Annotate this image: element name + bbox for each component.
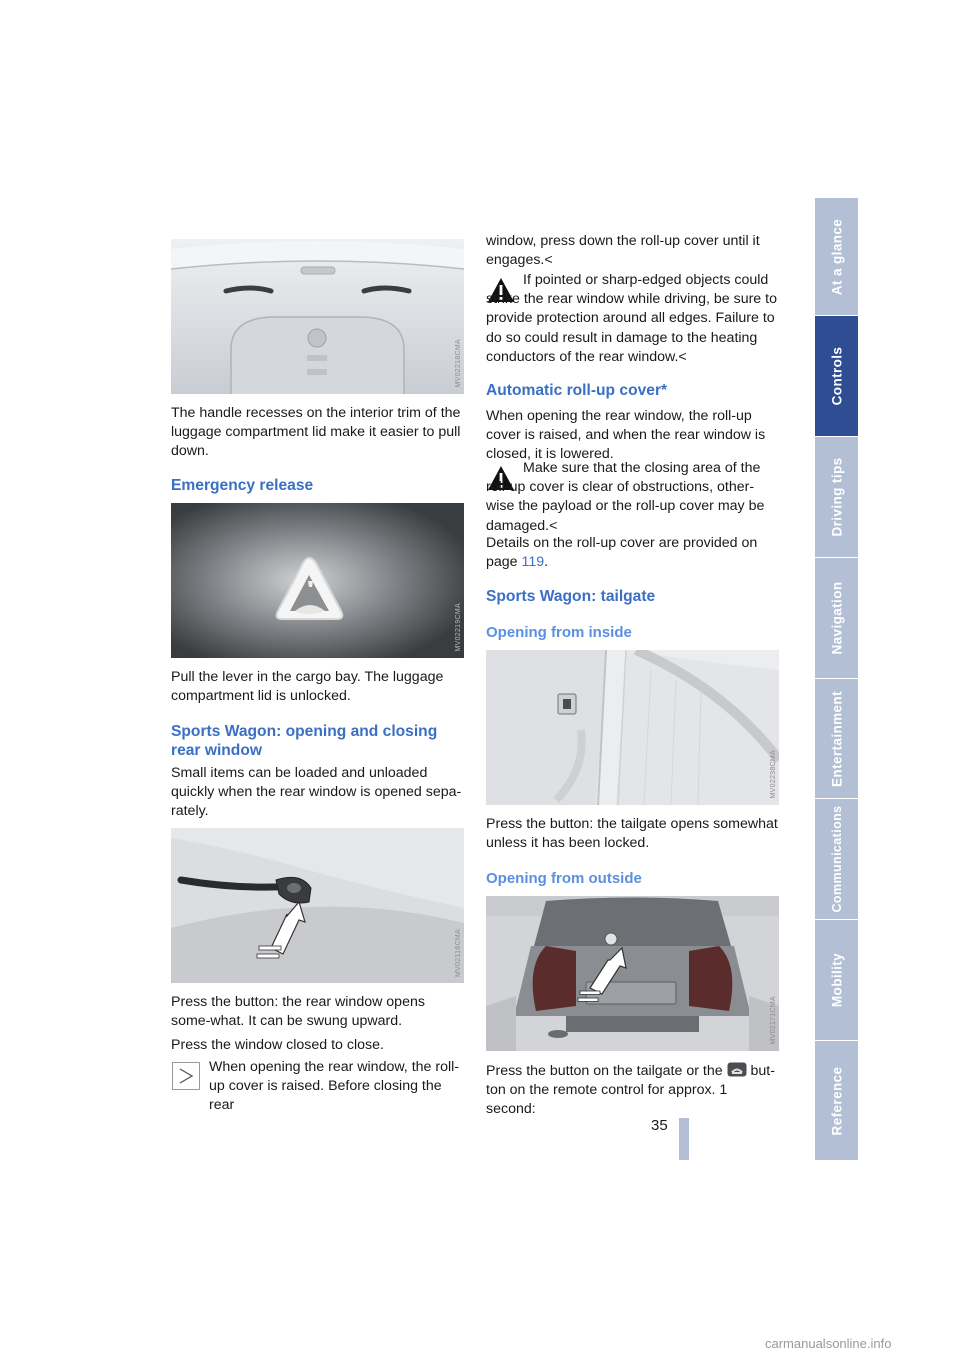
tab-communications[interactable]: Communications <box>815 799 858 920</box>
tailgate-inside-illustration <box>486 650 779 805</box>
note-icon <box>172 1062 200 1090</box>
tab-entertainment[interactable]: Entertainment <box>815 679 858 799</box>
rear-window-button-illustration <box>171 828 464 983</box>
figure-code: MV02219CMA <box>455 603 462 652</box>
sports-wagon-tailgate-heading: Sports Wagon: tailgate <box>486 588 656 605</box>
tab-controls[interactable]: Controls <box>815 316 858 437</box>
automatic-rollup-text: When opening the rear window, the roll-up cover is raised, and when the rear window is closed, it is lowered. <box>486 408 766 463</box>
figure-tailgate-outside <box>486 896 779 1051</box>
note-rollup-text: When opening the rear window, the roll-up cover is raised. Before closing the rear <box>209 1059 459 1114</box>
opening-from-outside-text: Press the button on the tailgate or the but-ton on the remote control for approx. 1 second: <box>486 1063 775 1118</box>
handle-recesses-text: The handle recesses on the interior trim of the luggage compartment lid make it easier to pull down. <box>171 405 461 460</box>
lid-interior-illustration <box>171 239 464 394</box>
rear-window-press-text: Press the button: the rear window opens some-what. It can be swung upward. <box>171 994 425 1030</box>
figure-lid-interior <box>171 239 464 394</box>
page-119-link[interactable]: 119 <box>521 554 545 571</box>
tab-at-a-glance[interactable]: At a glance <box>815 198 858 316</box>
remote-tailgate-button-icon <box>727 1062 747 1077</box>
tab-mobility[interactable]: Mobility <box>815 920 858 1041</box>
warning-obstructions-text: Make sure that the closing area of the roll-up cover is clear of obstructions, other-wise the payload or the roll-up cover may be damaged.< <box>486 460 765 534</box>
sports-wagon-rear-window-text: Small items can be loaded and unloaded quickly when the rear window is opened sepa-rately. <box>171 765 462 820</box>
warning-sharp-objects-text: If pointed or sharp-edged objects could strike the rear window while driving, be sure to provide protection around all edges. Failure to do so could result in damage to the heating conductors of the rear window.< <box>486 272 777 365</box>
opening-from-inside-text: Press the button: the tailgate opens somewhat unless it has been locked. <box>486 816 778 852</box>
figure-code: MV02238CMA <box>770 750 777 799</box>
opening-from-inside-heading: Opening from inside <box>486 624 632 641</box>
automatic-rollup-heading: Automatic roll-up cover* <box>486 382 668 399</box>
figure-emergency-release <box>171 503 464 658</box>
tab-navigation[interactable]: Navigation <box>815 558 858 679</box>
figure-code: MV02116CMA <box>455 928 462 977</box>
opening-from-outside-heading: Opening from outside <box>486 870 642 887</box>
tab-reference[interactable]: Reference <box>815 1041 858 1161</box>
figure-rear-window-button <box>171 828 464 983</box>
rear-window-close-text: Press the window closed to close. <box>171 1037 384 1053</box>
tailgate-outside-illustration <box>486 896 779 1051</box>
page-number-bar <box>679 1118 689 1160</box>
sports-wagon-rear-window-heading: Sports Wagon: opening and closing rear window <box>171 723 438 759</box>
rollup-continued-text: window, press down the roll-up cover until it engages.< <box>486 233 760 269</box>
figure-tailgate-inside <box>486 650 779 805</box>
emergency-release-text: Pull the lever in the cargo bay. The luggage compartment lid is unlocked. <box>171 669 444 705</box>
emergency-release-heading: Emergency release <box>171 477 314 494</box>
emergency-release-illustration <box>171 503 464 658</box>
rollup-details-text: Details on the roll-up cover are provided on page 119. <box>486 535 758 571</box>
figure-code: MV02218CMA <box>455 339 462 388</box>
page-number: 35 <box>651 1117 668 1134</box>
tab-driving-tips[interactable]: Driving tips <box>815 437 858 558</box>
figure-code: MV02171CMA <box>770 996 777 1045</box>
footer-watermark: carmanualsonline.info <box>765 1336 892 1351</box>
